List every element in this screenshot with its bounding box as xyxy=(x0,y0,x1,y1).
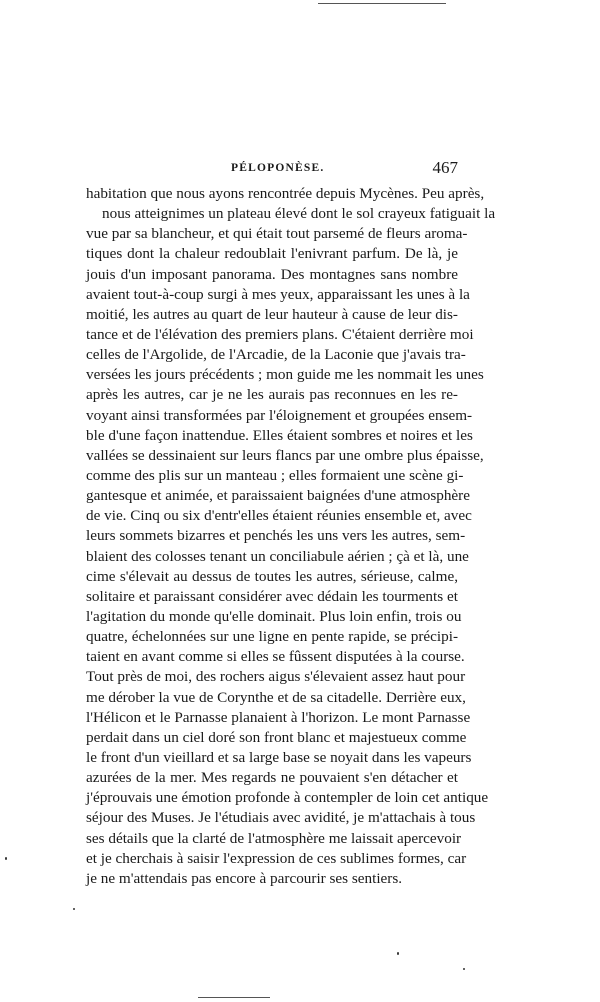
text-line: cime s'élevait au dessus de toutes les autres, sérieuse, calme, xyxy=(86,567,458,585)
text-line: jouis d'un imposant panorama. Des montagnes sans nombre xyxy=(86,265,458,283)
text-line: comme des plis sur un manteau ; elles formaient une scène gi- xyxy=(86,466,464,484)
running-head xyxy=(86,160,458,180)
text-line: vue par sa blancheur, et qui était tout parsemé de fleurs aroma- xyxy=(86,225,468,243)
text-line: celles de l'Argolide, de l'Arcadie, de la Laconie que j'avais tra- xyxy=(86,346,466,364)
text-line: versées les jours précédents ; mon guide me les nommait les unes xyxy=(86,366,484,384)
text-line: séjour des Muses. Je l'étudiais avec avidité, je m'attachais à tous xyxy=(86,809,476,827)
text-line: me dérober la vue de Corynthe et de sa citadelle. Derrière eux, xyxy=(86,688,466,706)
text-line: ble d'une façon inattendue. Elles étaient sombres et noires et les xyxy=(86,426,473,444)
text-line: moitié, les autres au quart de leur hauteur à cause de leur dis- xyxy=(86,305,458,323)
text-line: vallées se dessinaient sur leurs flancs par une ombre plus épaisse, xyxy=(86,446,484,464)
bottom-scan-rule xyxy=(198,997,270,998)
text-line: nous atteignimes un plateau élevé dont le sol crayeux fatiguait la xyxy=(102,205,496,223)
text-line: quatre, échelonnées sur une ligne en pente rapide, se précipi- xyxy=(86,628,458,646)
text-line: tiques dont la chaleur redoublait l'enivrant parfum. De là, je xyxy=(86,245,458,263)
text-line: azurées de la mer. Mes regards ne pouvaient s'en détacher et xyxy=(86,769,458,787)
text-line: le front d'un vieillard et sa large base se noyait dans les vapeurs xyxy=(86,748,472,766)
text-line: l'Hélicon et le Parnasse planaient à l'horizon. Le mont Parnasse xyxy=(86,708,471,726)
text-line: je ne m'attendais pas encore à parcourir ses sentiers. xyxy=(86,869,403,887)
text-line: et je cherchais à saisir l'expression de ces sublimes formes, car xyxy=(86,849,467,867)
text-line: tance et de l'élévation des premiers plans. C'étaient derrière moi xyxy=(86,325,474,343)
text-line: gantesque et animée, et paraissaient baignées d'une atmosphère xyxy=(86,487,470,505)
scan-speck xyxy=(5,857,7,860)
text-line: de vie. Cinq ou six d'entr'elles étaient réunies ensemble et, avec xyxy=(86,507,472,525)
text-line: avaient tout-à-coup surgi à mes yeux, apparaissant les unes à la xyxy=(86,285,470,303)
body-text xyxy=(86,184,496,889)
text-line: l'agitation du monde qu'elle dominait. Plus loin enfin, trois ou xyxy=(86,607,462,625)
scan-speck xyxy=(73,908,75,910)
scan-speck xyxy=(397,952,399,955)
text-line: blaient des colosses tenant un conciliabule aérien ; çà et là, une xyxy=(86,547,469,565)
text-line: ses détails que la clarté de l'atmosphère me laissait apercevoir xyxy=(86,829,462,847)
page-number: 467 xyxy=(432,158,458,177)
scan-speck xyxy=(463,968,465,970)
text-line: perdait dans un ciel doré son front blanc et majestueux comme xyxy=(86,728,467,746)
running-title: PÉLOPONÈSE. xyxy=(231,162,325,174)
text-line: après les autres, car je ne les aurais pas reconnues en les re- xyxy=(86,386,458,404)
text-line: taient en avant comme si elles se fûssent disputées à la course. xyxy=(86,648,465,666)
text-line: habitation que nous ayons rencontrée depuis Mycènes. Peu après, xyxy=(86,185,485,202)
text-line: Tout près de moi, des rochers aigus s'élevaient assez haut pour xyxy=(86,668,466,686)
text-line: leurs sommets bizarres et penchés les uns vers les autres, sem- xyxy=(86,527,466,545)
text-line: j'éprouvais une émotion profonde à contempler de loin cet antique xyxy=(86,789,489,807)
text-line: voyant ainsi transformées par l'éloignement et groupées ensem- xyxy=(86,406,473,424)
text-line: solitaire et paraissant considérer avec dédain les tourments et xyxy=(86,587,458,605)
top-scan-rule xyxy=(318,3,446,4)
